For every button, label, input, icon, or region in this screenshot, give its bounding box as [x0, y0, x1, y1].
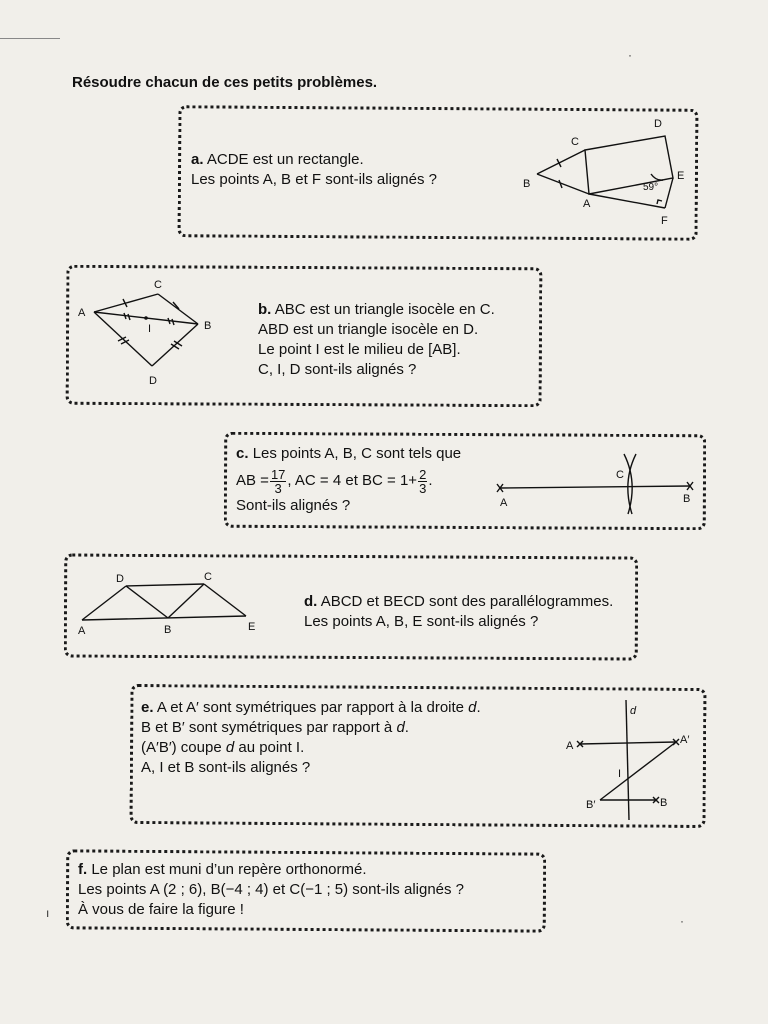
problem-e-letter: e.	[141, 699, 154, 716]
fraction-bc	[418, 468, 427, 495]
fraction-ab-numerator: 17	[270, 466, 286, 482]
label-a-angle: 59°	[643, 182, 659, 193]
segment-af	[589, 194, 665, 208]
label-a-E: E	[677, 170, 685, 182]
problem-f-text	[78, 860, 464, 920]
problem-c-ab-prefix: AB =	[236, 472, 269, 489]
header-rule	[0, 38, 60, 39]
point-i	[144, 316, 148, 320]
problem-e-line-2-end: .	[404, 719, 409, 736]
label-a-A: A	[583, 198, 591, 210]
stray-mark-3: ·	[680, 914, 684, 928]
problem-c-ac-part: , AC = 4 et BC = 1+	[287, 472, 418, 489]
label-d-A: A	[78, 625, 86, 637]
problem-b-letter: b.	[258, 301, 272, 318]
line-d	[626, 700, 629, 820]
problem-e-line-1: A et A′ sont symétriques par rapport à la droite	[156, 699, 469, 716]
problem-a-text	[191, 150, 437, 190]
label-d-E: E	[248, 621, 256, 633]
label-e-B2: B′	[586, 799, 596, 811]
tick-ib-2	[172, 319, 174, 325]
label-c-A: A	[500, 497, 508, 509]
problem-c-bc-end: .	[428, 472, 433, 489]
problem-e-line-1-end: .	[476, 699, 481, 716]
fraction-bc-denominator: 3	[419, 480, 427, 496]
segment-abe	[82, 616, 246, 620]
problem-a-line-1: ACDE est un rectangle.	[206, 151, 364, 168]
problem-f-letter: f.	[78, 861, 88, 878]
right-angle-f	[657, 200, 662, 204]
label-b-C: C	[154, 279, 162, 291]
segment-dc	[126, 584, 204, 586]
stray-mark-1: ·	[628, 48, 632, 62]
segment-db	[152, 324, 198, 366]
label-c-B: B	[683, 493, 691, 505]
label-c-C: C	[616, 469, 624, 481]
segment-bc	[537, 150, 585, 174]
figure-e	[560, 696, 700, 824]
label-d-D: D	[116, 573, 124, 585]
segment-ad	[82, 586, 126, 620]
problem-f-line-1: Le plan est muni d’un repère orthonormé.	[91, 861, 367, 878]
problem-d-line-2: Les points A, B, E sont-ils alignés ?	[304, 613, 539, 630]
problem-e-text	[141, 698, 481, 778]
problem-b-text	[258, 300, 495, 380]
figure-d	[74, 568, 274, 640]
problem-b-line-1: ABC est un triangle isocèle en C.	[274, 301, 495, 318]
fraction-bc-numerator: 2	[419, 466, 427, 482]
problem-f-line-3: À vous de faire la figure !	[78, 901, 244, 918]
figure-c	[490, 448, 700, 520]
problem-c-line-1: Les points A, B, C sont tels que	[252, 445, 462, 462]
segment-a2b2	[600, 742, 676, 800]
problem-a-line-2: Les points A, B et F sont-ils alignés ?	[191, 171, 437, 188]
tick-ib-1	[168, 318, 170, 324]
problem-d-letter: d.	[304, 593, 318, 610]
problem-e-line-3: (A′B′) coupe	[141, 739, 226, 756]
problem-c-letter: c.	[236, 445, 249, 462]
segment-db	[126, 586, 168, 618]
problem-b-line-2: ABD est un triangle isocèle en D.	[258, 321, 479, 338]
label-b-I: I	[148, 323, 152, 335]
problem-a-letter: a.	[191, 151, 204, 168]
faded-header	[0, 34, 470, 56]
problem-b-line-3: Le point I est le milieu de [AB].	[258, 341, 461, 358]
figure-b	[74, 276, 234, 391]
label-a-F: F	[661, 215, 668, 227]
tick-ai-2	[128, 314, 130, 320]
fraction-ab	[270, 468, 286, 495]
segment-bc	[168, 584, 204, 618]
instruction: Résoudre chacun de ces petits problèmes.	[72, 74, 378, 91]
fraction-ab-denominator: 3	[274, 480, 282, 496]
problem-d-text	[304, 592, 613, 632]
problem-e-line-3-end: au point I.	[234, 739, 305, 756]
rectangle-acde	[585, 136, 673, 194]
problem-c-text	[236, 444, 461, 516]
label-a-B: B	[523, 178, 531, 190]
problem-e-line-3-d: d	[225, 739, 235, 756]
problem-c-line-3: Sont-ils alignés ?	[236, 497, 351, 514]
label-e-A: A	[566, 740, 574, 752]
label-e-d: d	[630, 705, 637, 717]
tick-ai-1	[124, 313, 126, 319]
figure-a	[515, 112, 695, 232]
segment-ba	[537, 174, 589, 194]
label-e-A2: A′	[680, 734, 690, 746]
problem-b-line-4: C, I, D sont-ils alignés ?	[258, 361, 417, 378]
label-e-B: B	[660, 797, 668, 809]
segment-ce	[204, 584, 246, 616]
problem-e-line-1-d: d	[468, 699, 477, 716]
label-a-D: D	[654, 118, 662, 130]
problem-d-line-1: ABCD et BECD sont des parallélogrammes.	[320, 593, 614, 610]
segment-ab	[500, 486, 690, 488]
label-d-B: B	[164, 624, 172, 636]
stray-mark-2: ı	[46, 906, 50, 920]
segment-fe	[665, 178, 673, 208]
segment-ac	[94, 294, 158, 312]
problem-e-line-2-d: d	[396, 719, 405, 736]
label-b-D: D	[149, 375, 157, 387]
label-b-A: A	[78, 307, 86, 319]
label-b-B: B	[204, 320, 212, 332]
label-a-C: C	[571, 136, 579, 148]
segment-aa2	[580, 742, 676, 744]
problem-e-line-2: B et B′ sont symétriques par rapport à	[141, 719, 397, 736]
angle-arc	[651, 174, 663, 180]
label-e-I: I	[618, 768, 622, 780]
problem-f-line-2: Les points A (2 ; 6), B(−4 ; 4) et C(−1 ; 5) sont-ils alignés ?	[78, 881, 465, 898]
label-d-C: C	[204, 571, 212, 583]
problem-e-line-4: A, I et B sont-ils alignés ?	[141, 759, 311, 776]
